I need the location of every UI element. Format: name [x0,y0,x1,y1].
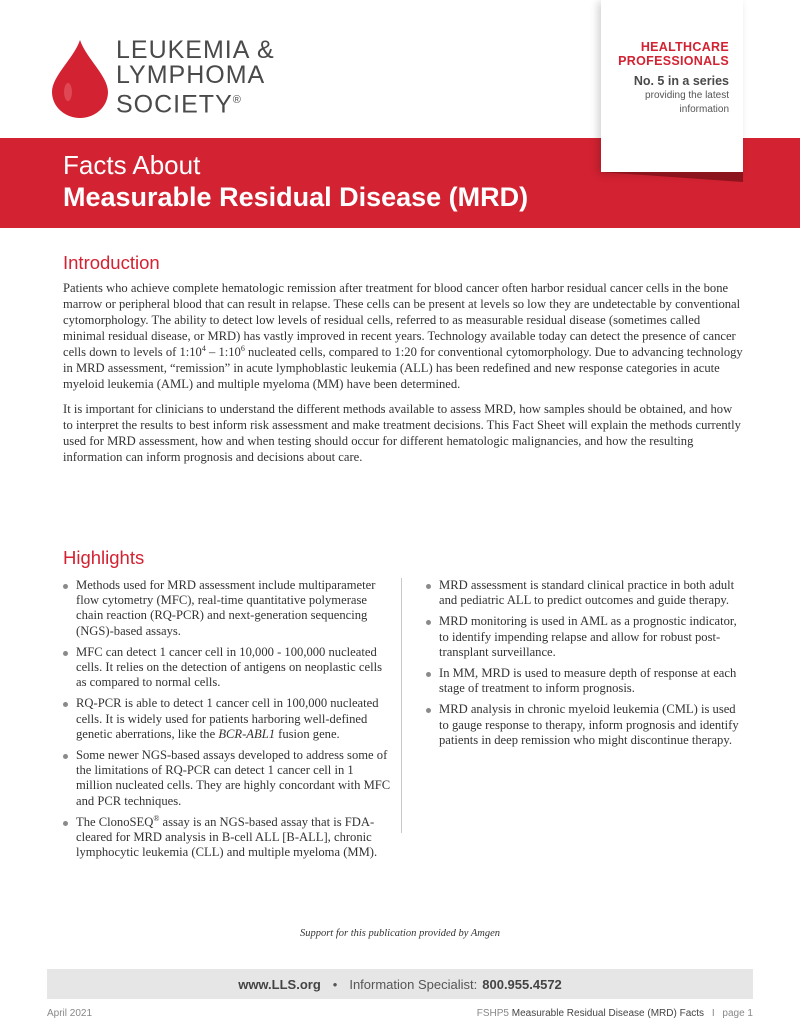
tag-audience-line-2: PROFESSIONALS [618,54,729,68]
introduction-paragraph-2: It is important for clinicians to understand the different methods available to assess MRD, how samples should be obtained, and how to interpret the results to best inform risk assessment and make treatment decisions. This Fact Sheet will explain the methods currently used for MRD assessment, how and when testing should occur for different hematologic malignancies, and how the resulting information can inform prognosis and decisions about care. [63,402,741,464]
tag-series: No. 5 in a series [633,74,729,88]
list-item: MRD analysis in chronic myeloid leukemia (CML) is used to gauge response to therapy, inform prognosis and identify patients in deep remission who might discontinue therapy. [426,702,744,748]
document-title: Measurable Residual Disease (MRD) Facts [511,1008,705,1019]
bullet-icon [426,708,431,713]
tag-providing-line-2: information [679,104,729,115]
page-footer [477,1008,753,1019]
page-title: Measurable Residual Disease (MRD) [63,182,529,212]
bullet-icon [63,651,68,656]
bullet-icon [63,584,68,589]
logo-line-3: SOCIETY [116,90,233,119]
bullet-icon [63,754,68,759]
list-item: Methods used for MRD assessment include multiparameter flow cytometry (MFC), real-time quantitative polymerase chain reaction (RQ-PCR) and next-generation sequencing (NGS)-based assays. [63,578,391,639]
list-item: The ClonoSEQ® assay is an NGS-based assay that is FDA-cleared for MRD analysis in B-cell ALL [B-ALL], chronic lymphocytic leukemia (CLL) and multiple myeloma (MM). [63,815,391,861]
support-note: Support for this publication provided by Amgen [299,928,501,939]
info-specialist-label: Information Specialist: [349,976,478,992]
list-item: Some newer NGS-based assays developed to address some of the limitations of RQ-PCR can detect 1 cancer cell in 1 million nucleated cells. They are highly concordant with MFC and PCR techniques. [63,748,391,809]
introduction-paragraph-1: Patients who achieve complete hematologic remission after treatment for blood cancer often harbor residual cancer cells in the bone marrow or peripheral blood that can result in relapse. These cells can be present at levels so low they are undetectable by conventional cytomorphology. The ability to detect low levels of residual cells, referred to as measurable residual disease (sometimes called minimal residual disease, or MRD) has vastly improved in recent years. Technology available today can detect the presence of cancer cells down to levels of $1:10^4$ – $1:10^6$ nucleated cells, compared to 1:20 for conventional cytomorphology. Due to advancing technology in MRD assessment, “remission” in acute lymphoblastic leukemia (ALL) has been redefined and new response categories in acute myeloid leukemia (AML) and multiple myeloma (MM) have been determined. [63,281,743,391]
page-number: page 1 [722,1008,753,1019]
title-line-1: Facts About [63,150,201,180]
footer-separator: I [711,1008,715,1019]
column-divider [401,578,402,833]
website-link[interactable]: www.LLS.org [238,976,321,992]
list-item: MFC can detect 1 cancer cell in 10,000 - 100,000 nucleated cells. It relies on the detection of antigens on neoplastic cells as compared to normal cells. [63,645,391,691]
blood-drop-icon [52,40,108,118]
list-item: MRD monitoring is used in AML as a prognostic indicator, to identify impending relapse and allow for robust post-transplant surveillance. [426,614,744,660]
phone-number[interactable]: 800.955.4572 [482,976,562,992]
bullet-icon [63,702,68,707]
bullet-icon [426,672,431,677]
logo-line-1: LEUKEMIA & [116,36,275,64]
tag-audience-line-1: HEALTHCARE [640,40,729,54]
logo-wordmark [116,38,275,117]
bullet-icon [63,821,68,826]
separator-dot: • [332,976,338,992]
bullet-icon [426,584,431,589]
introduction-heading: Introduction [63,252,160,273]
logo-registered-mark: ® [232,94,242,106]
highlights-heading: Highlights [63,547,145,568]
audience-tag [601,0,743,172]
lls-logo [52,38,302,118]
publication-date: April 2021 [47,1008,93,1019]
introduction-body [63,280,743,465]
highlights-left-column [63,578,391,866]
highlights-right-column [426,578,744,754]
list-item: RQ-PCR is able to detect 1 cancer cell in 100,000 nucleated cells. It is widely used for patients harboring well-defined genetic aberrations, like the BCR-ABL1 fusion gene. [63,696,391,742]
contact-bar [47,969,753,999]
document-code: FSHP5 [476,1008,509,1019]
list-item: MRD assessment is standard clinical practice in both adult and pediatric ALL to predict outcomes and guide therapy. [426,578,744,608]
logo-line-2: LYMPHOMA [116,61,266,89]
tag-providing-line-1: providing the latest [645,90,729,101]
bullet-icon [426,620,431,625]
list-item: In MM, MRD is used to measure depth of response at each stage of treatment to inform prognosis. [426,666,744,696]
tag-fold-shadow [601,172,743,182]
